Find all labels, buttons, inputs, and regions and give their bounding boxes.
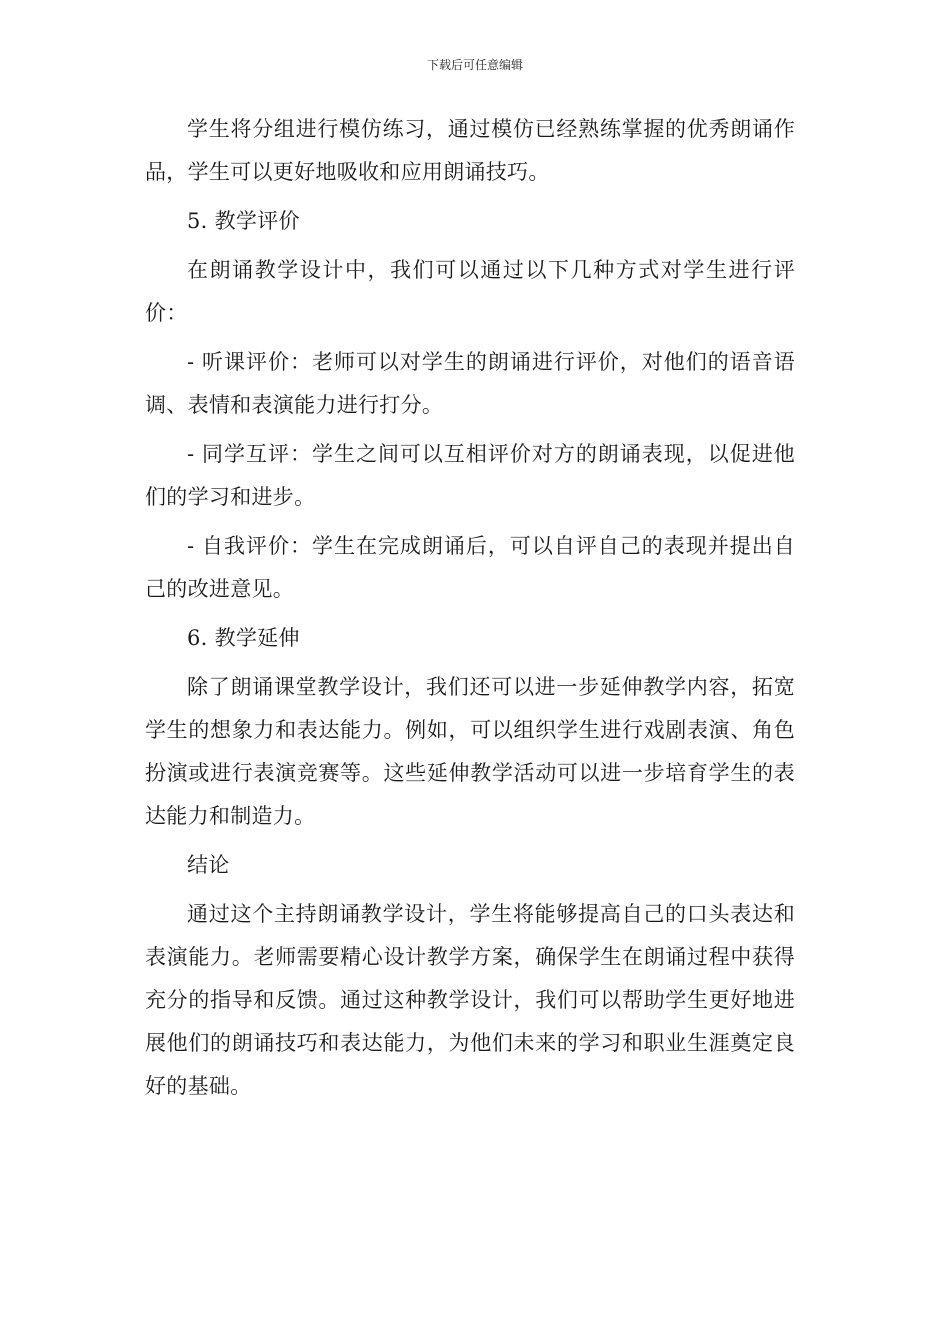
page-header: 下载后可任意编辑 — [426, 58, 523, 72]
paragraph-extension: 除了朗诵课堂教学设计，我们还可以进一步延伸教学内容，拓宽学生的想象力和表达能力。例如，可以组织学生进行戏剧表演、角色扮演或进行表演竞赛等。这些延伸教学活动可以进一步培育学生的表达能力和制造力。 — [145, 675, 795, 828]
list-item-self-evaluation: - 自我评价：学生在完成朗诵后，可以自评自己的表现并提出自己的改进意见。 — [145, 534, 795, 601]
paragraph-evaluation-intro: 在朗诵教学设计中，我们可以通过以下几种方式对学生进行评价： — [145, 258, 795, 325]
section-heading-extension: 6. 教学延伸 — [187, 626, 300, 650]
list-item-peer-evaluation: - 同学互评：学生之间可以互相评价对方的朗诵表现，以促进他们的学习和进步。 — [145, 442, 795, 509]
list-item-lecture-evaluation: - 听课评价：老师可以对学生的朗诵进行评价，对他们的语音语调、表情和表演能力进行打分。 — [145, 350, 795, 417]
section-heading-conclusion: 结论 — [187, 853, 230, 877]
section-heading-evaluation: 5. 教学评价 — [187, 209, 300, 233]
paragraph-imitation-practice: 学生将分组进行模仿练习，通过模仿已经熟练掌握的优秀朗诵作品，学生可以更好地吸收和应用朗诵技巧。 — [145, 117, 795, 184]
document-body — [145, 108, 795, 1114]
paragraph-conclusion: 通过这个主持朗诵教学设计，学生将能够提高自己的口头表达和表演能力。老师需要精心设计教学方案，确保学生在朗诵过程中获得充分的指导和反馈。通过这种教学设计，我们可以帮助学生更好地进展他们的朗诵技巧和表达能力，为他们未来的学习和职业生涯奠定良好的基础。 — [145, 902, 795, 1098]
